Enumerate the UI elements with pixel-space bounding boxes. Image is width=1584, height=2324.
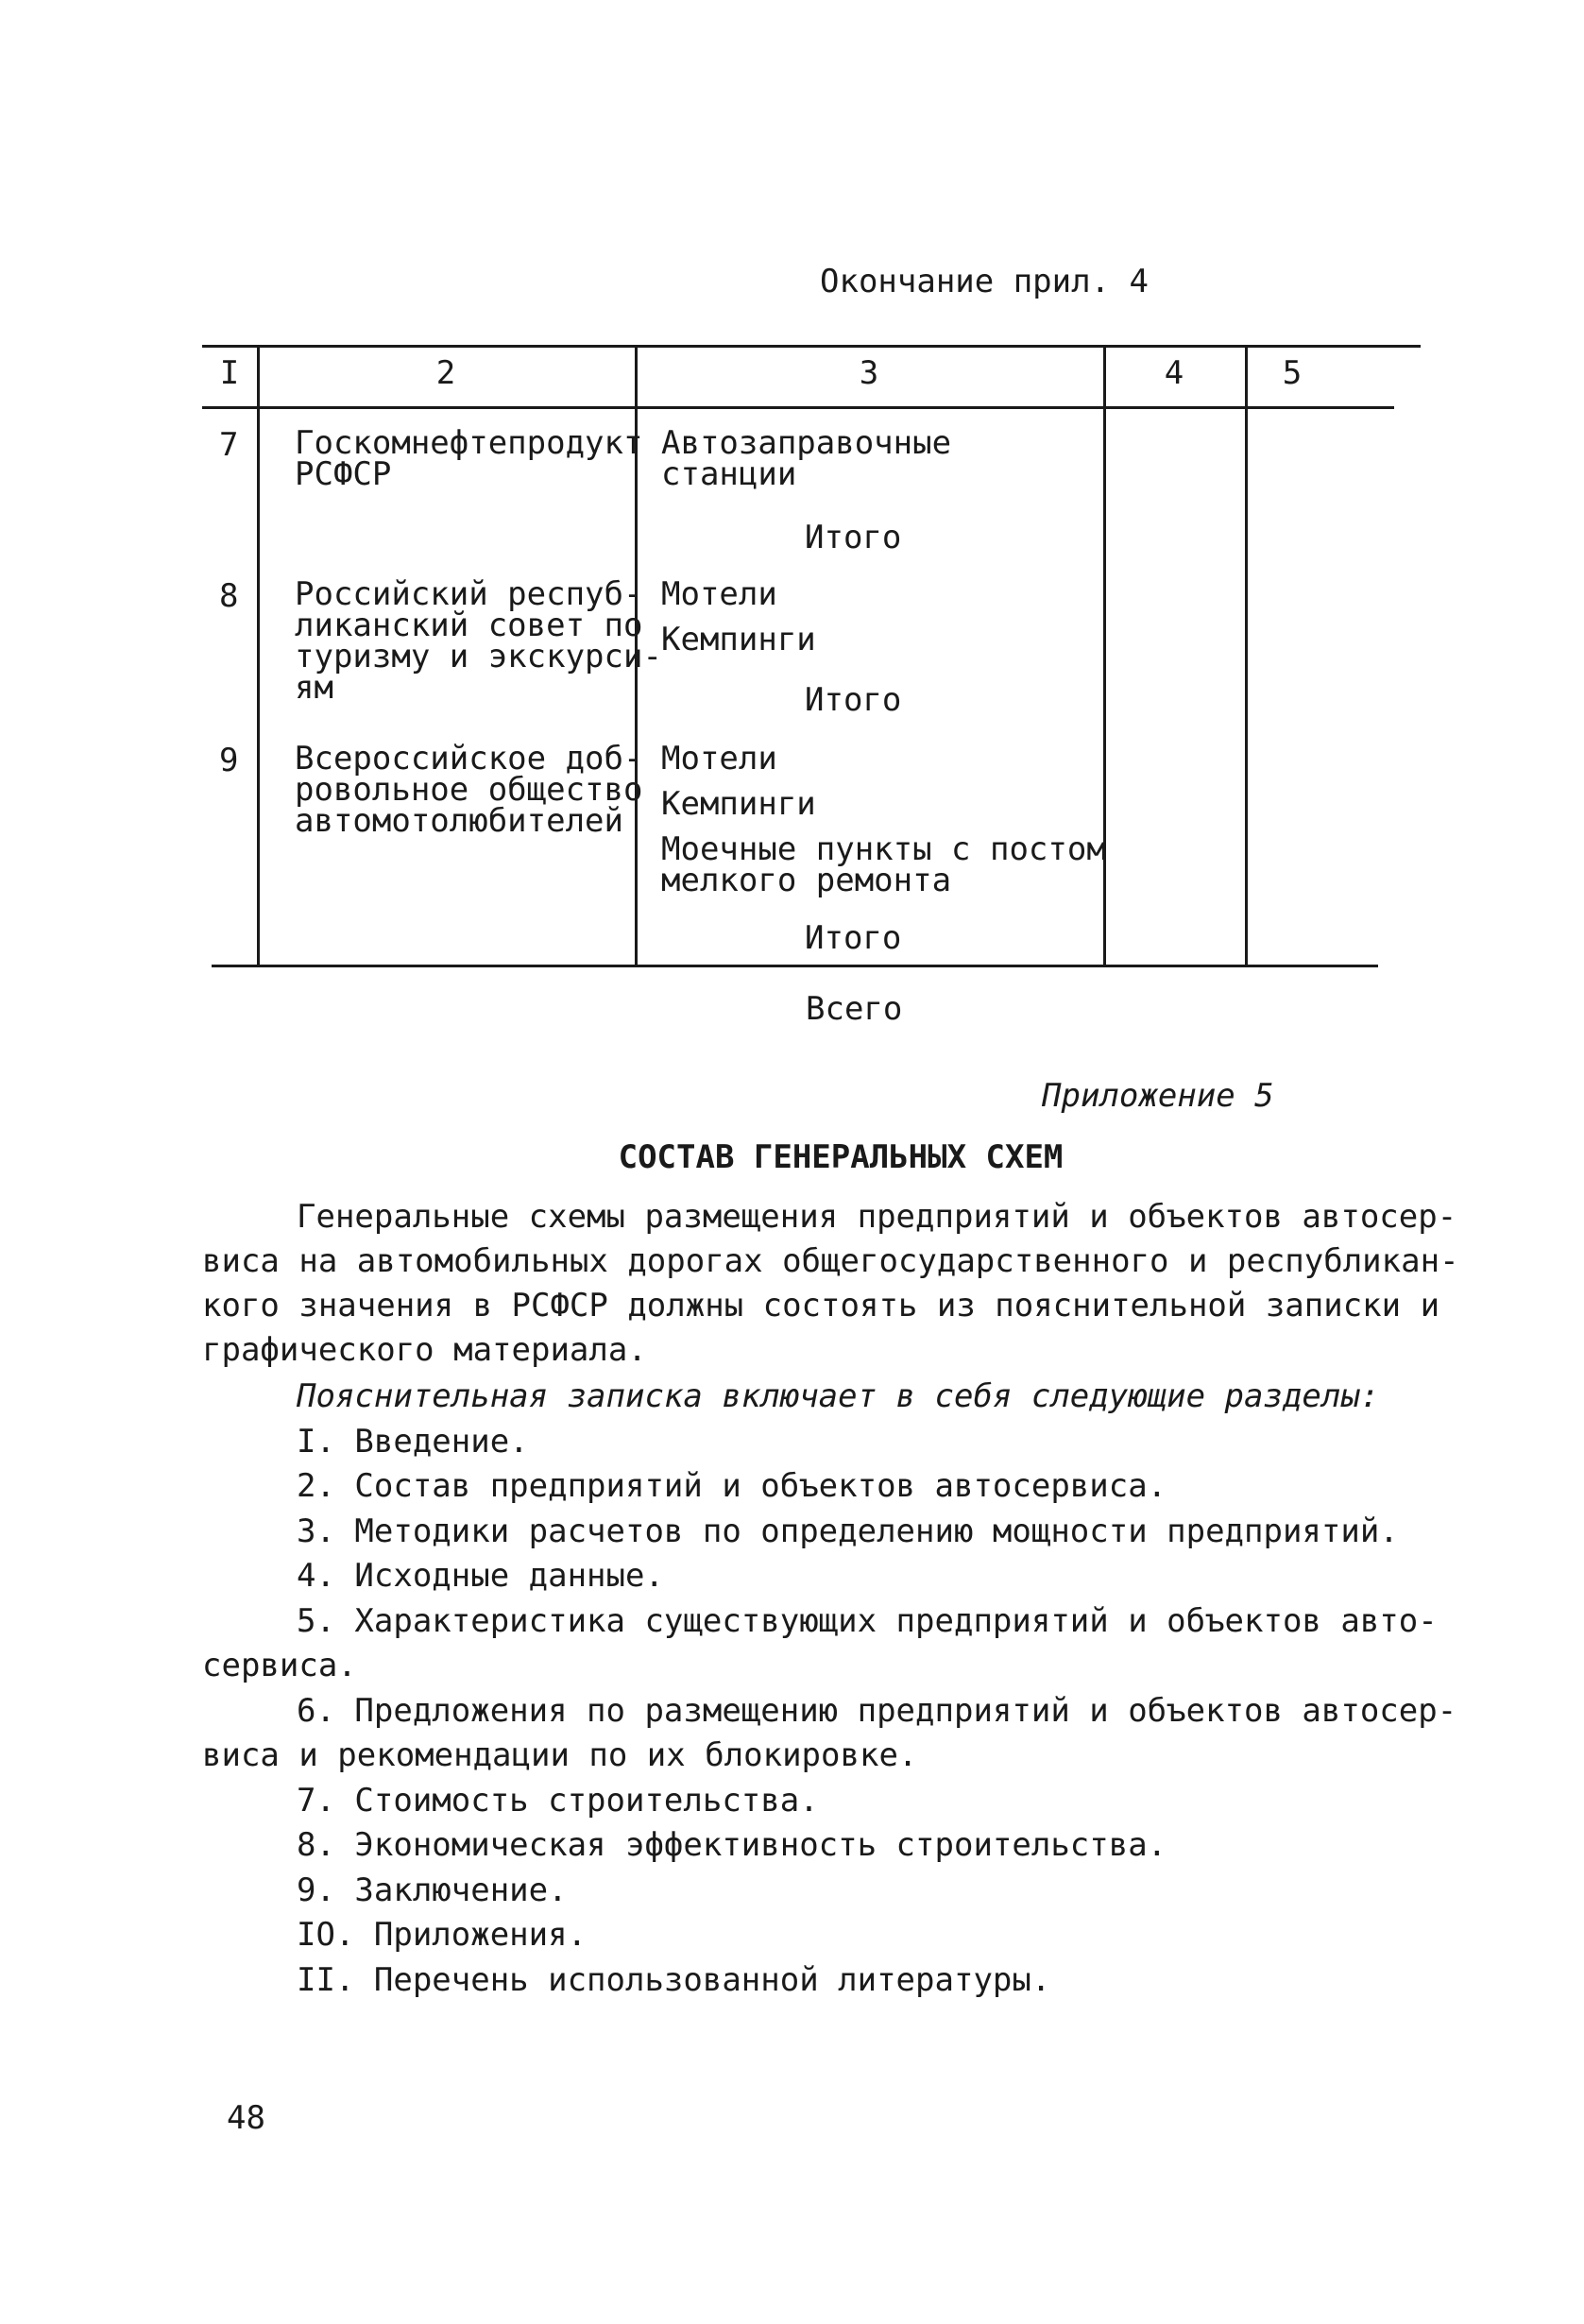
list-item: I. Введение. [297, 1422, 529, 1461]
facility-line: станции [661, 455, 797, 493]
column-header-4: 4 [1164, 354, 1184, 392]
list-item: 7. Стоимость строительства. [297, 1781, 819, 1820]
list-item-continuation: виса и рекомендации по их блокировке. [202, 1736, 918, 1774]
list-item: II. Перечень использованной литературы. [297, 1960, 1051, 1999]
organization-line: ям [295, 669, 333, 707]
facility-type [661, 424, 952, 493]
organization-line: ликанский совет по [295, 607, 643, 644]
column-header-1: I [219, 354, 240, 392]
subtotal-label: Итого [805, 681, 902, 719]
facility-line: мелкого ремонта [661, 862, 952, 899]
organization-line: ровольное общество [295, 771, 643, 809]
list-item: 8. Экономическая эффективность строительства. [297, 1826, 1167, 1864]
data-table [202, 345, 1421, 968]
column-header-3: 3 [859, 354, 879, 392]
paragraph-line: виса на автомобильных дорогах общегосударственного и республикан- [202, 1242, 1459, 1280]
organization-line: РСФСР [295, 455, 392, 493]
organization-name [295, 740, 643, 840]
column-header-2: 2 [435, 354, 456, 392]
list-item: 4. Исходные данные. [297, 1557, 664, 1595]
list-intro: Пояснительная записка включает в себя следующие разделы: [297, 1377, 1380, 1415]
list-item-continuation: сервиса. [202, 1647, 357, 1684]
row-number: 9 [219, 742, 239, 779]
organization-name [295, 424, 643, 493]
row-number: 7 [219, 426, 239, 464]
table-bottom-rule [212, 965, 1378, 967]
organization-line: Всероссийское доб- [295, 740, 643, 778]
organization-line: туризму и экскурси- [295, 638, 662, 675]
facility-type: Мотели [661, 740, 777, 778]
facility-line: Моечные пункты с постом [661, 830, 1106, 868]
sections-list [202, 1375, 1457, 2003]
list-item: IO. Приложения. [297, 1916, 588, 1954]
table-top-rule [202, 345, 1421, 348]
list-item: 9. Заключение. [297, 1871, 568, 1909]
paragraph-line: кого значения в РСФСР должны состоять из пояснительной записки и [202, 1287, 1440, 1324]
organization-name [295, 575, 662, 707]
facility-type: Мотели [661, 575, 777, 613]
facility-type: Кемпинги [661, 785, 816, 823]
organization-line: Российский респуб- [295, 575, 643, 613]
list-item: 6. Предложения по размещению предприятий и объектов автосер- [297, 1691, 1457, 1730]
organization-line: Госкомнефтепродукт [295, 424, 643, 462]
subtotal-label: Итого [805, 919, 902, 957]
facility-type [661, 830, 1106, 899]
table-header-rule [202, 406, 1394, 409]
grand-total-label: Всего [806, 990, 903, 1028]
table-col-rule-4 [1245, 345, 1248, 965]
table-col-rule-1 [257, 345, 260, 965]
paragraph-line: графического материала. [202, 1331, 647, 1369]
continuation-label: Окончание прил. 4 [820, 263, 1149, 300]
facility-type: Кемпинги [661, 621, 816, 658]
section-title: СОСТАВ ГЕНЕРАЛЬНЫХ СХЕМ [618, 1138, 1064, 1176]
list-item: 3. Методики расчетов по определению мощности предприятий. [297, 1512, 1399, 1550]
page-number: 48 [227, 2099, 265, 2137]
intro-paragraph [202, 1195, 1459, 1373]
list-item: 2. Состав предприятий и объектов автосервиса. [297, 1467, 1167, 1505]
appendix-label: Приложение 5 [1042, 1077, 1274, 1115]
column-header-5: 5 [1282, 354, 1303, 392]
subtotal-label: Итого [805, 519, 902, 556]
row-number: 8 [219, 577, 239, 615]
organization-line: автомотолюбителей [295, 802, 623, 840]
facility-line: Автозаправочные [661, 424, 952, 462]
list-item: 5. Характеристика существующих предприятий и объектов авто- [297, 1601, 1438, 1640]
paragraph-line: Генеральные схемы размещения предприятий и объектов автосер- [297, 1198, 1457, 1236]
